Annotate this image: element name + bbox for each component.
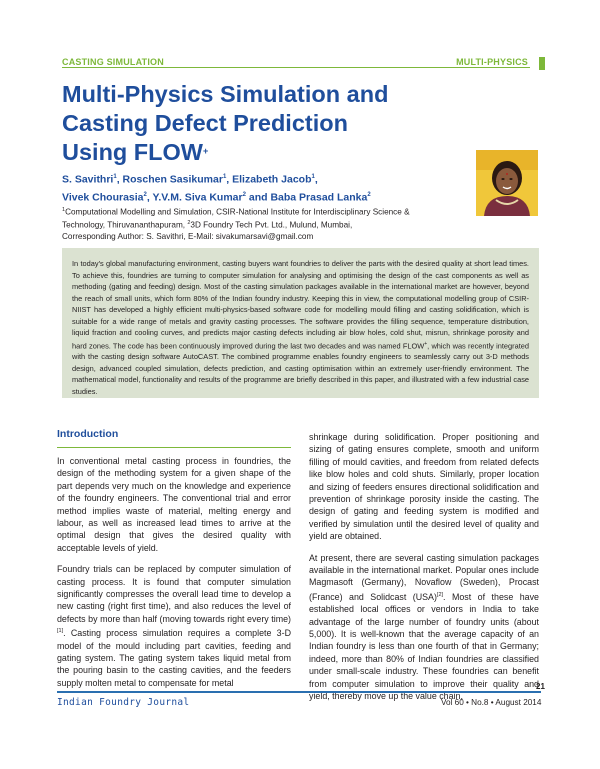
abstract-part-a: In today's global manufacturing environment, casting buyers want foundries to deliver the parts with the desired quality at short lead times. To achieve this, foundries are turning to computer simulation for analysing and optimising the design of the cast components as well as methoding (gating and feeding) design. Most of the casting simulation packages available in the international market are however, beyond the reach of small units, which form 80% of the Indian foundry industry. Keeping this in view, the computational modelling group of CSIR-NIIST has developed a highly efficient multi-physics-based software code for modelling mould filling and casting solidification, which is suitable for a wide range of metals and gravity casting processes. The software provides the filling sequence, temperature distribution, liquid fraction and cooling curves, and predicts major casting defects including air blow holes, cold shut, misrun, shrinkage porosity and hard zones. The code has been continuously improved during the last two decades and was named FLOW [72,259,529,350]
journal-name: Indian Foundry Journal [57,697,190,708]
section-heading-rule [57,447,291,448]
intro-paragraph-1: In conventional metal casting process in foundries, the design of the methoding system for a given shape of the part depends very much on the knowledge and experience of the foundry engineers. The conventional trial and error method implies waste of material, melting energy and labour, as well as increased lead times to arrive at the optimal design that gives the desired quality with acceptable levels of yield. [57,456,291,553]
left-column [57,428,291,698]
affiliation-2: 3D Foundry Tech Pvt. Ltd., Mulund, Mumbai, [190,220,353,230]
abstract-box [62,248,539,398]
author-list [62,170,462,205]
affil-mark-1: 1 [62,207,66,213]
author-separator: and [245,191,271,203]
author-affil-mark: 2 [367,191,371,198]
intro-paragraph-4 [309,552,539,703]
affil-mark-2: 2 [187,220,191,227]
affiliations [62,205,442,243]
section-label-right: MULTI-PHYSICS [456,57,528,67]
paragraph-text: . Casting process simulation requires a complete 3-D model of the mould including part cavities, feeding and gating system. The gating system takes liquid metal from the pouring basin to the casting cavities, and the feeders supply molten metal to compensate for metal [57,628,291,688]
author-name: Y.V.M. Siva Kumar [152,191,243,203]
page-number: 21 [536,682,545,691]
author-separator: , [226,173,233,186]
intro-paragraph-2 [57,563,291,689]
footer-rule [57,691,541,693]
citation-ref: [2] [436,591,444,598]
author-name: Baba Prasad Lanka [270,191,368,203]
section-label-left: CASTING SIMULATION [62,57,164,67]
author-separator: , [116,173,123,186]
header-accent-bar [539,57,545,70]
abstract-superscript: + [424,340,428,347]
paragraph-text: At present, there are several casting simulation packages available in the international market. Popular ones include Magmasoft (Germany), Novaflow (Sweden), Procast (France) and Solidcast (USA) [309,552,539,602]
title-superscript: + [202,146,209,156]
title-line-3: Using FLOW [62,139,203,165]
intro-paragraph-3: shrinkage during solidification. Proper positioning and sizing of gating ensures complete, smooth and uniform filling of mould cavities, and freedom from related defects like blow holes and cold shuts. Similarly, proper location and sizing of feeders ensures directional solidification and prevention of shrinkage porosity inside the casting. The design of gating and feeding system is modified and verified by simulation until the desired level of quality and yield are obtained. [309,432,539,542]
paragraph-text: Foundry trials can be replaced by computer simulation of casting process. It is found that computer simulation significantly compresses the overall lead time to develop a new casting (right first time), and also reduces the level of defects by more than half (moving towards right every time) [57,564,291,624]
author-name: Vivek Chourasia [62,191,144,203]
article-title [62,80,442,167]
author-affil-mark: 1 [311,174,315,180]
author-affil-mark: 2 [242,191,246,198]
abstract-text [72,258,529,397]
header-rule [62,67,530,68]
author-separator: , [314,173,318,186]
volume-info: Vol 60 • No.8 • August 2014 [441,698,542,707]
citation-ref: [1] [57,628,64,635]
title-line-2: Casting Defect Prediction [62,110,348,136]
title-line-1: Multi-Physics Simulation and [62,81,389,107]
affiliation-1: Computational Modelling and Simulation, CSIR-National Institute for Interdisciplinary Science & Technology, Thiruvananthapuram, [62,207,410,230]
author-photo [476,150,538,216]
author-photo-image [476,150,538,216]
author-name: Roschen Sasikumar [122,173,223,186]
corresponding-author: Corresponding Author: S. Savithri, E-Mail: sivakumarsavi@gmail.com [62,232,314,242]
section-heading-introduction: Introduction [57,428,119,440]
author-name: S. Savithri [62,173,114,186]
author-affil-mark: 2 [143,191,147,198]
author-affil-mark: 1 [222,174,227,180]
abstract-part-b: , which was recently integrated with the casting design software AutoCAST. The combined programme enables foundry engineers to seamlessly carry out 3-D methods design, advanced coupled simulation, defects prediction, and casting optimisation within an extremely user-friendly environment. The mathematical model, functionality and results of the programme are briefly described in this paper, and illustrated with a few industrial case studies. [72,340,529,396]
author-name: Elizabeth Jacob [232,173,312,186]
paragraph-text: . Most of these have established local offices or vendors in India to take advantage of the large number of foundry units (about 5,000). It is well-known that the average capacity of an Indian foundry is less than one fourth of that in Germany; indeed, more than 80% of Indian foundries are classified under small-scale industry. These foundries can benefit from computer simulation to improve their quality and yield, thereby move up the value chain, [309,591,539,702]
author-separator: , [146,191,153,203]
author-affil-mark: 1 [113,174,117,180]
